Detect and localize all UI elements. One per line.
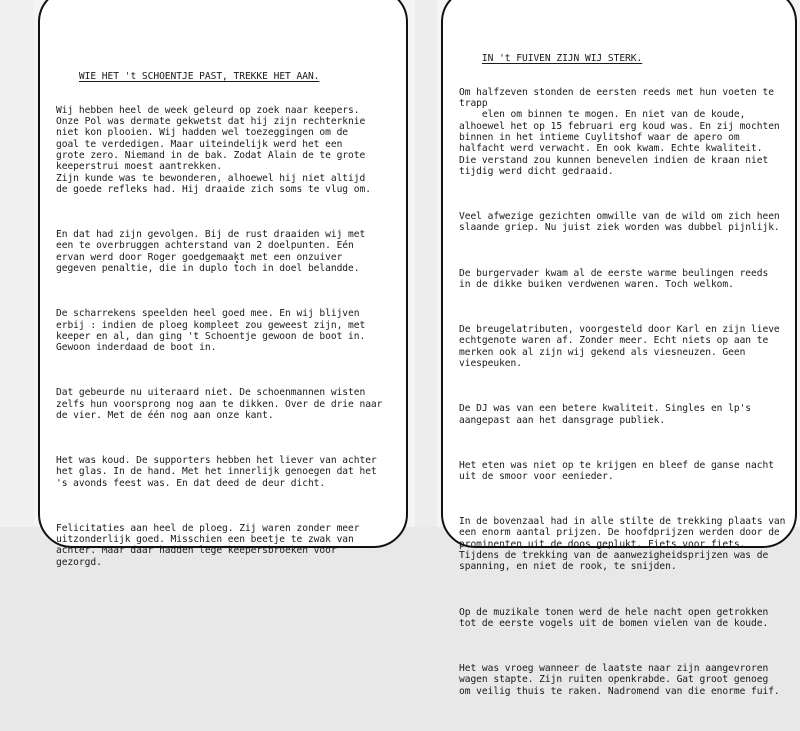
right-paragraph-7: In de bovenzaal had in alle stilte de trekking plaats van een enorm aantal prijzen. De hoofdprijzen werden door de prominenten uit de doos geplukt. Fiets voor fiets. Tijdens de trekking van de aanwezigheidsprijzen was de spanning, en niet de rook, te snijden.: [459, 516, 786, 573]
right-paragraph-4: De breugelatributen, voorgesteld door Karl en zijn lieve echtgenote waren af. Zonder meer. Echt niets op aan te merken ook al zijn wij gekend als viesneuzen. Geen viespeuken.: [459, 324, 780, 370]
right-paragraph-5: De DJ was van een betere kwaliteit. Singles en lp's aangepast aan het dansgrage publiek.: [459, 403, 752, 426]
right-paragraph-8: Op de muzikale tonen werd de hele nacht open getrokken tot de eerste vogels uit de bomen vielen van de koude.: [459, 606, 769, 629]
left-paragraph-5: Het was koud. De supporters hebben het liever van achter het glas. In de hand. Met het innerlijk genoegen dat het 's avonds feest was. En dat deed de deur dicht.: [56, 455, 377, 489]
left-paragraph-3: De scharrekens speelden heel goed mee. En wij blijven erbij : indien de ploeg kompleet zou geweest zijn, met keeper en al, dan ging 't Schoentje gewoon de boot in. Gewoon inderdaad de boot in.: [56, 308, 366, 354]
page-fold: [415, 0, 437, 527]
right-article: [459, 42, 785, 731]
left-paragraph-6: Felicitaties aan heel de ploeg. Zij waren zonder meer uitzonderlijk goed. Misschien een beetje te zwak van achter. Maar daar hadden lege keepersbroeken voor gezorgd.: [56, 522, 360, 568]
scan-left-margin: [0, 0, 34, 527]
left-article-title: WIE HET 't SCHOENTJE PAST, TREKKE HET AAN.: [78, 71, 320, 83]
left-paragraph-1: Wij hebben heel de week geleurd op zoek naar keepers. Onze Pol was dermate gekwetst dat hij zijn rechterknie niet kon plooien. Wij hadden wel toezeggingen om de goal te verdedigen. Maar uiteindelijk werd het een grote zero. Niemand in de bak. Zodat Alain de te grote keeperstrui moest aantrekken. Zijn kunde was te bewonderen, alhoewel hij niet altijd de goede refleks had. Hij draaide zich soms te vlug om.: [56, 104, 371, 195]
left-paragraph-2: En dat had zijn gevolgen. Bij de rust draaiden wij met een te overbruggen achterstand van 2 doelpunten. Eén ervan werd door Roger goedgemaakt met een onzuiver gegeven penaltie, die in duplo toch in doel belandde.: [56, 229, 366, 275]
right-paragraph-6: Het eten was niet op te krijgen en bleef de ganse nacht uit de smoor voor eenieder.: [459, 459, 774, 482]
right-paragraph-2: Veel afwezige gezichten omwille van de wild om zich heen slaande griep. Nu juist ziek worden was dubbel pijnlijk.: [459, 211, 780, 234]
right-paragraph-9: Het was vroeg wanneer de laatste naar zijn aangevroren wagen stapte. Zijn ruiten openkrabde. Gat groot genoeg om veilig thuis te raken. Nadromend van die enorme fuif.: [459, 663, 780, 697]
left-paragraph-4: Dat gebeurde nu uiteraard niet. De schoenmannen wisten zelfs hun voorsprong nog aan te dikken. Over de drie naar de vier. Met de één nog aan onze kant.: [56, 387, 383, 421]
right-paragraph-1: Om halfzeven stonden de eersten reeds met hun voeten te trapp elen om binnen te mogen. En niet van de koude, alhoewel het op 15 februari erg koud was. En zij mochten binnen in het intieme Cuylitshof waar de apero om halfacht werd verwacht. En ook kwam. Echte kwaliteit. Die verstand zou kunnen benevelen indien de kraan niet tijdig werd dicht gedraaid.: [459, 86, 780, 177]
left-article: [56, 60, 382, 602]
right-article-title: IN 't FUIVEN ZIJN WIJ STERK.: [481, 53, 643, 65]
right-paragraph-3: De burgervader kwam al de eerste warme beulingen reeds in de dikke buiken verdwenen waren. Toch welkom.: [459, 267, 769, 290]
